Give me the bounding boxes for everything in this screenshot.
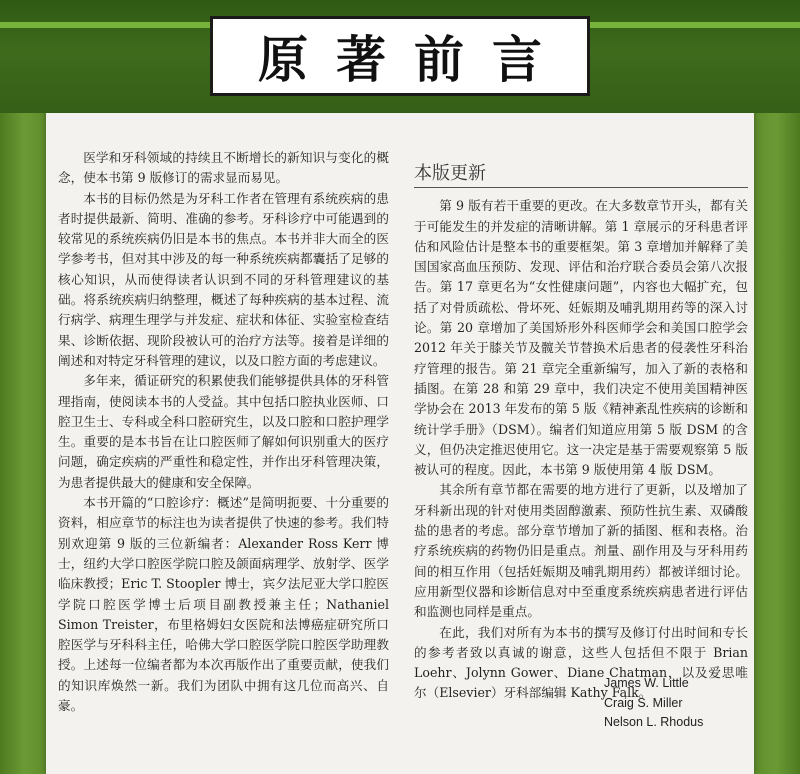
paragraph: 在此，我们对所有为本书的撰写及修订付出时间和专长的参考者致以真诚的谢意，这些人包括但不限于 Brian Loehr、Jolynn Gower、Diane Chatman，以及爱思唯尔（Elsevier）牙科部编辑 Kathy Falk。 — [414, 624, 748, 701]
author-name: Nelson L. Rhodus — [604, 715, 704, 729]
paragraph: 医学和牙科领域的持续且不断增长的新知识与变化的概念，使本书第 9 版修订的需求显而易见。 — [58, 150, 389, 186]
preface-content — [58, 148, 746, 748]
author-name: James W. Little — [604, 676, 689, 690]
paragraph: 第 9 版有若干重要的更改。在大多数章节开头，都有关于可能发生的并发症的清晰讲解。第 1 章展示的牙科患者评估和风险估计是整本书的重要框架。第 3 章增加并解释了美国国家高血压预防、发现、评估和治疗联合委员会第八次报告。第 17 章更名为“女性健康问题”，内容也大幅扩充，包括了对骨质疏松、骨坏死、妊娠期及哺乳期用药等的深入讨论。第 20 章增加了美国矫形外科医师学会和美国口腔学会 2012 年关于膝关节及髋关节替换术后患者的侵袭性牙科治疗管理的报告。第 21 章完全重新编写，加入了新的表格和插图。在第 28 和第 29 章中，我们决定不使用美国精神医学协会在 2013 年发布的第 5 版《精神紊乱性疾病的诊断和统计学手册》（DSM）。编者们知道应用第 5 版 DSM 的含义，但仍决定推迟使用它。这一决定是基于需要观察第 5 版被认可的程度。因此，本书第 9 版使用第 4 版 DSM。 — [414, 198, 748, 478]
author-name: Craig S. Miller — [604, 695, 683, 710]
header-banner — [0, 0, 800, 113]
signature-block — [604, 674, 774, 733]
paragraph: 多年来，循证研究的积累使我们能够提供具体的牙科管理指南，使阅读本书的人受益。其中包括口腔执业医师、口腔卫生士、专科或全科口腔研究生，以及口腔和口腔护理学生。重要的是本书旨在让口腔医师了解如何识别重大的医疗问题，确定疾病的严重性和稳定性，并作出牙科管理决策，为患者提供最大的健康和安全保障。 — [58, 373, 389, 490]
right-column — [414, 164, 748, 704]
paragraph: 本书开篇的“口腔诊疗：概述”是简明扼要、十分重要的资料，相应章节的标注也为读者提供了快速的参考。我们特别欢迎第 9 版的三位新编者：Alexander Ross Kerr 博士，纽约大学口腔医学院口腔及颌面病理学、放射学、医学临床教授；Eric T. Stoopler 博士，宾夕法尼亚大学口腔医学院口腔医学博士后项目副教授兼主任；Nathaniel Simon Treister，布里格姆妇女医院和法博癌症研究所口腔医学与牙科科主任，哈佛大学口腔医学院口腔医学助理教授。上述每一位编者都为本次再版作出了重要贡献，使我们的知识库焕然一新。我们为团队中拥有这几位而高兴、自豪。 — [58, 495, 389, 714]
section-title: 本版更新 — [414, 164, 748, 188]
paragraph: 其余所有章节都在需要的地方进行了更新，以及增加了牙科新出现的针对使用类固醇激素、预防性抗生素、双磷酸盐的患者的考虑。部分章节增加了新的插图、框和表格。治疗系统疾病的药物仍旧是重点。剂量、副作用及与牙科用药间的相互作用（包括妊娠期及哺乳期用药）都被详细讨论。应用新型仪器和诊断信息对中至重度系统疾病患者进行评估和监测也同样是重点。 — [414, 482, 748, 620]
paragraph: 本书的目标仍然是为牙科工作者在管理有系统疾病的患者时提供最新、简明、准确的参考。牙科诊疗中可能遇到的较常见的系统疾病仍旧是本书的焦点。本书并非大而全的医学参考书，但对其中涉及的每一种系统疾病都囊括了足够的核心知识，从而使得读者认识到不同的牙科管理建议的基础。将系统疾病归纳整理，概述了每种疾病的基本过程、流行病学、病理生理学与并发症、症状和体征、实验室检查结果、诊断依据、现阶段被认可的治疗方法等。接着是详细的阐述和对特定牙科管理的建议，以及口腔方面的考虑建议。 — [58, 190, 389, 368]
left-column — [58, 148, 389, 716]
title-box — [210, 16, 590, 96]
page-title: 原著前言 — [258, 31, 570, 89]
